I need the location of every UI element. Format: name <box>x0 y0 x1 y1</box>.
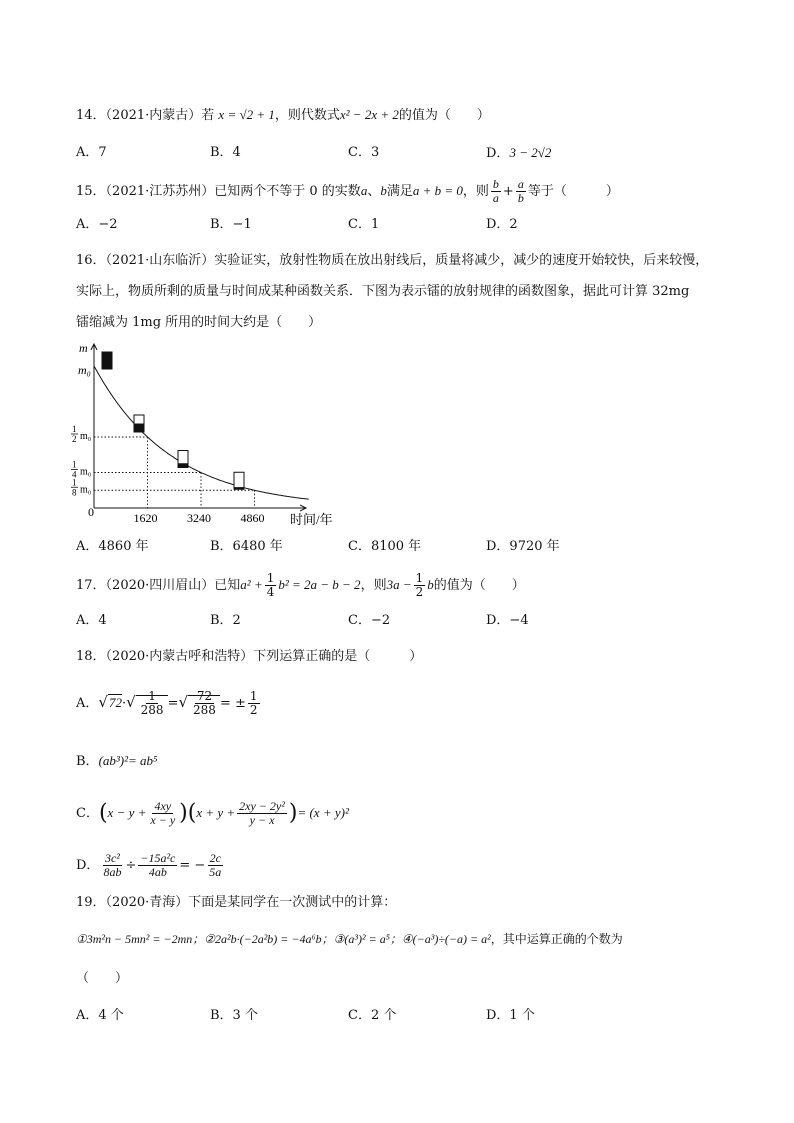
q17-source: （2020·四川眉山） <box>105 578 215 593</box>
paren-close: ) <box>288 800 298 826</box>
q15-f1-num: b <box>492 177 499 191</box>
sample-containers <box>102 352 244 489</box>
q19-items <box>76 930 623 948</box>
y-tick-symbol: m₀ <box>80 466 92 478</box>
q17-option-b[interactable]: B．2 <box>210 613 241 628</box>
q18-stem: 下列运算正确的是（ ） <box>253 649 423 664</box>
y-tick-denominator: 2 <box>72 434 77 444</box>
q18-d-f3n: 2c <box>209 851 221 865</box>
q14-option-d-label: D． <box>486 146 510 161</box>
sample-container-fill <box>102 352 112 369</box>
q17-fraction-2 <box>414 572 426 599</box>
q18-b-lhs: (ab³)² <box>98 753 129 768</box>
q18-a-frac-1 <box>139 690 166 717</box>
q15-f2-num: a <box>517 177 524 191</box>
q18-c-frac-2 <box>237 800 287 827</box>
q18-c-p2: x + y + <box>196 805 236 820</box>
question-17 <box>76 572 525 599</box>
q19-option-a[interactable]: A．4 个 <box>76 1008 124 1023</box>
q14-source: （2021·内蒙古） <box>105 108 202 123</box>
q16-option-b[interactable]: B．6480 年 <box>210 539 283 554</box>
q14-polynomial: x² − 2x + 2 <box>339 107 399 122</box>
q18-d-frac-1 <box>101 852 123 879</box>
x-tick-labels <box>134 511 265 525</box>
x-tick-label: 4860 <box>240 511 265 525</box>
q15-option-a[interactable]: A．−2 <box>76 217 118 232</box>
x-axis-label: 时间/年 <box>290 512 333 527</box>
q17-f2-den: 2 <box>415 585 424 599</box>
q16-text-2: 实际上，物质所剩的质量与时间成某种函数关系．下图为表示镭的放射规律的函数图象，据此可计算 32mg <box>76 284 690 299</box>
q18-a-eq2: = ± <box>219 696 246 711</box>
q14-option-c[interactable]: C．3 <box>348 145 380 160</box>
q15-mid2: ，则 <box>462 184 489 199</box>
q17-option-d[interactable]: D．−4 <box>486 613 529 628</box>
x-tick-label: 1620 <box>133 511 158 525</box>
y-tick-numerator: 1 <box>72 459 77 470</box>
q15-f2-den: b <box>517 191 524 205</box>
q19-item-1: ①3m²n − 5mn² = −2mn； <box>76 932 205 946</box>
y-tick-denominator: 8 <box>72 487 77 498</box>
q19-item-2: ②2a²b·(−2a²b) = −4a⁶b； <box>204 932 334 946</box>
q17-post: 的值为（ ） <box>433 578 525 593</box>
sqrt-symbol: √ <box>126 693 136 711</box>
origin-label: 0 <box>88 505 94 519</box>
q18-a-eq1: = <box>167 696 179 711</box>
q19-option-c[interactable]: C．2 个 <box>348 1008 397 1023</box>
q18-option-a[interactable] <box>76 690 262 717</box>
q16-number: 16． <box>76 253 106 268</box>
q18-c-label: C． <box>76 806 99 821</box>
q18-d-f1n: 3c² <box>104 851 120 865</box>
q18-a-radicand: 72 <box>108 695 122 710</box>
q18-a-f1d: 288 <box>140 703 164 717</box>
q18-option-b[interactable] <box>76 752 158 771</box>
q15-option-c[interactable]: C．1 <box>348 217 380 232</box>
q14-option-d[interactable] <box>486 144 551 163</box>
sample-container-fill <box>178 463 188 467</box>
q18-option-c[interactable] <box>76 800 349 827</box>
q17-expr-pre: 3a − <box>386 577 412 592</box>
q18-c-frac-1 <box>148 800 177 827</box>
q18-d-frac-3 <box>207 852 223 879</box>
q18-d-div: ÷ <box>125 858 137 873</box>
q18-a-f1n: 1 <box>148 689 156 703</box>
q18-source: （2020·内蒙古呼和浩特） <box>105 649 254 664</box>
q19-option-d[interactable]: D．1 个 <box>486 1008 535 1023</box>
q18-option-d[interactable] <box>76 852 225 879</box>
paren-open: ( <box>98 800 108 826</box>
sqrt-symbol: √ <box>178 693 189 711</box>
q15-f1-den: a <box>492 191 499 205</box>
q14-x-expression: x = √2 + 1 <box>218 107 275 122</box>
q19-number: 19． <box>76 895 106 910</box>
q15-pre: 已知两个不等于 0 的实数 <box>214 184 361 199</box>
q17-f2-num: 1 <box>415 571 424 585</box>
q16-option-c[interactable]: C．8100 年 <box>348 539 422 554</box>
q18-d-f2n: −15a²c <box>140 851 176 865</box>
q18-d-f1d: 8ab <box>103 865 122 879</box>
decay-curve <box>94 366 309 499</box>
q17-fraction-1 <box>265 572 277 599</box>
sqrt-symbol: √ <box>98 693 108 711</box>
q18-c-p1: x − y + <box>107 805 147 820</box>
q19-source: （2020·青海） <box>105 895 189 910</box>
question-15 <box>76 178 619 205</box>
q18-a-frac-3 <box>248 690 260 717</box>
q19-item-3: ③(a³)² = a⁵； <box>333 932 402 946</box>
q15-sep: 、 <box>367 184 381 199</box>
q17-mid: ，则 <box>360 578 387 593</box>
paren-open: ( <box>187 800 197 826</box>
q17-eq-a: a² + <box>240 577 263 592</box>
q18-d-f2d: 4ab <box>148 865 167 879</box>
q15-post: 等于（ ） <box>527 184 619 199</box>
q19-stem: 下面是某同学在一次测试中的计算： <box>188 895 397 910</box>
y-axis-label: m <box>79 341 88 355</box>
y-top-label: m₀ <box>78 363 91 377</box>
q18-c-rhs: = (x + y)² <box>297 805 349 820</box>
sample-container-fill <box>234 487 244 489</box>
q18-d-f3d: 5a <box>209 865 222 879</box>
q18-d-eq: = − <box>179 858 206 873</box>
q15-option-d[interactable]: D．2 <box>486 217 518 232</box>
dotted-guides <box>94 437 255 508</box>
q14-option-a[interactable]: A．7 <box>76 145 107 160</box>
y-tick-symbol: m₀ <box>80 431 92 442</box>
q18-b-rhs: = ab⁵ <box>128 753 158 768</box>
q16-option-a[interactable]: A．4860 年 <box>76 539 149 554</box>
q17-number: 17． <box>76 578 106 593</box>
y-tick-denominator: 4 <box>72 469 77 480</box>
q18-a-label: A． <box>76 696 99 711</box>
q15-plus: + <box>502 184 514 199</box>
y-tick-numerator: 1 <box>72 477 77 488</box>
q18-a-f3n: 1 <box>249 689 258 703</box>
sample-container <box>234 472 244 489</box>
q17-f1-num: 1 <box>266 571 275 585</box>
q17-expr-post: b <box>427 577 434 592</box>
q16-source: （2021·山东临沂） <box>105 253 215 268</box>
q15-fraction-2 <box>516 178 526 205</box>
q14-option-b[interactable]: B．4 <box>210 145 241 160</box>
paren-close: ) <box>179 800 188 826</box>
q17-eq-b: b² = 2a − b − 2 <box>278 577 361 592</box>
q18-a-f2n: 72 <box>196 689 213 703</box>
q14-pre: 若 <box>201 108 215 123</box>
q18-d-frac-2 <box>138 852 177 879</box>
q18-c-f1n: 4xy <box>154 799 172 813</box>
q16-text-1: 实验证实，放射性物质在放出射线后，质量将减少，减少的速度开始较快，后来较慢， <box>214 253 709 268</box>
q14-post: 的值为（ ） <box>398 108 490 123</box>
q17-option-c[interactable]: C．−2 <box>348 613 391 628</box>
q18-b-label: B． <box>76 754 99 769</box>
q17-pre: 已知 <box>214 578 241 593</box>
q15-source: （2021·江苏苏州） <box>105 184 215 199</box>
question-16-line-1 <box>76 252 708 270</box>
question-19 <box>76 894 396 912</box>
q15-var-a: a <box>360 183 368 198</box>
q16-option-d[interactable]: D．9720 年 <box>486 539 560 554</box>
x-tick-label: 3240 <box>187 511 211 525</box>
q16-text-3: 镭缩减为 1mg 所用的时间大约是（ ） <box>76 315 322 330</box>
q18-a-frac-2 <box>191 690 218 717</box>
q15-number: 15． <box>76 184 106 199</box>
q17-option-a[interactable]: A．4 <box>76 613 107 628</box>
q18-number: 18． <box>76 649 106 664</box>
q15-mid: 满足 <box>386 184 413 199</box>
y-tick-labels <box>71 424 92 497</box>
q19-option-b[interactable]: B．3 个 <box>210 1008 258 1023</box>
radium-decay-chart <box>70 340 370 530</box>
q15-condition: a + b = 0 <box>412 183 463 198</box>
q14-mid: ，则代数式 <box>274 108 340 123</box>
question-14 <box>76 106 490 125</box>
q14-option-d-expr: 3 − 2√2 <box>509 145 552 160</box>
q18-c-f1d: x − y <box>150 813 176 827</box>
q15-fraction-1 <box>491 178 501 205</box>
sample-container-fill <box>134 424 144 433</box>
q18-a-f2d: 288 <box>193 703 216 717</box>
q17-f1-den: 4 <box>266 585 275 599</box>
q19-answer-paren: （ ） <box>76 971 129 986</box>
q18-c-f2n: 2xy − 2y² <box>239 799 285 813</box>
q19-tail: ，其中运算正确的个数为 <box>490 932 623 946</box>
q19-item-4: ④(−a³)÷(−a) = a² <box>401 932 491 946</box>
q18-c-f2d: y − x <box>249 813 275 827</box>
q18-d-label: D． <box>76 858 100 873</box>
q18-a-dot: · <box>121 696 127 711</box>
y-tick-numerator: 1 <box>72 424 77 434</box>
y-tick-symbol: m₀ <box>80 484 92 496</box>
q14-number: 14． <box>76 108 106 123</box>
q18-a-f3d: 2 <box>249 703 258 717</box>
q15-option-b[interactable]: B．−1 <box>210 217 252 232</box>
question-18 <box>76 648 422 666</box>
q15-var-b: b <box>380 183 387 198</box>
